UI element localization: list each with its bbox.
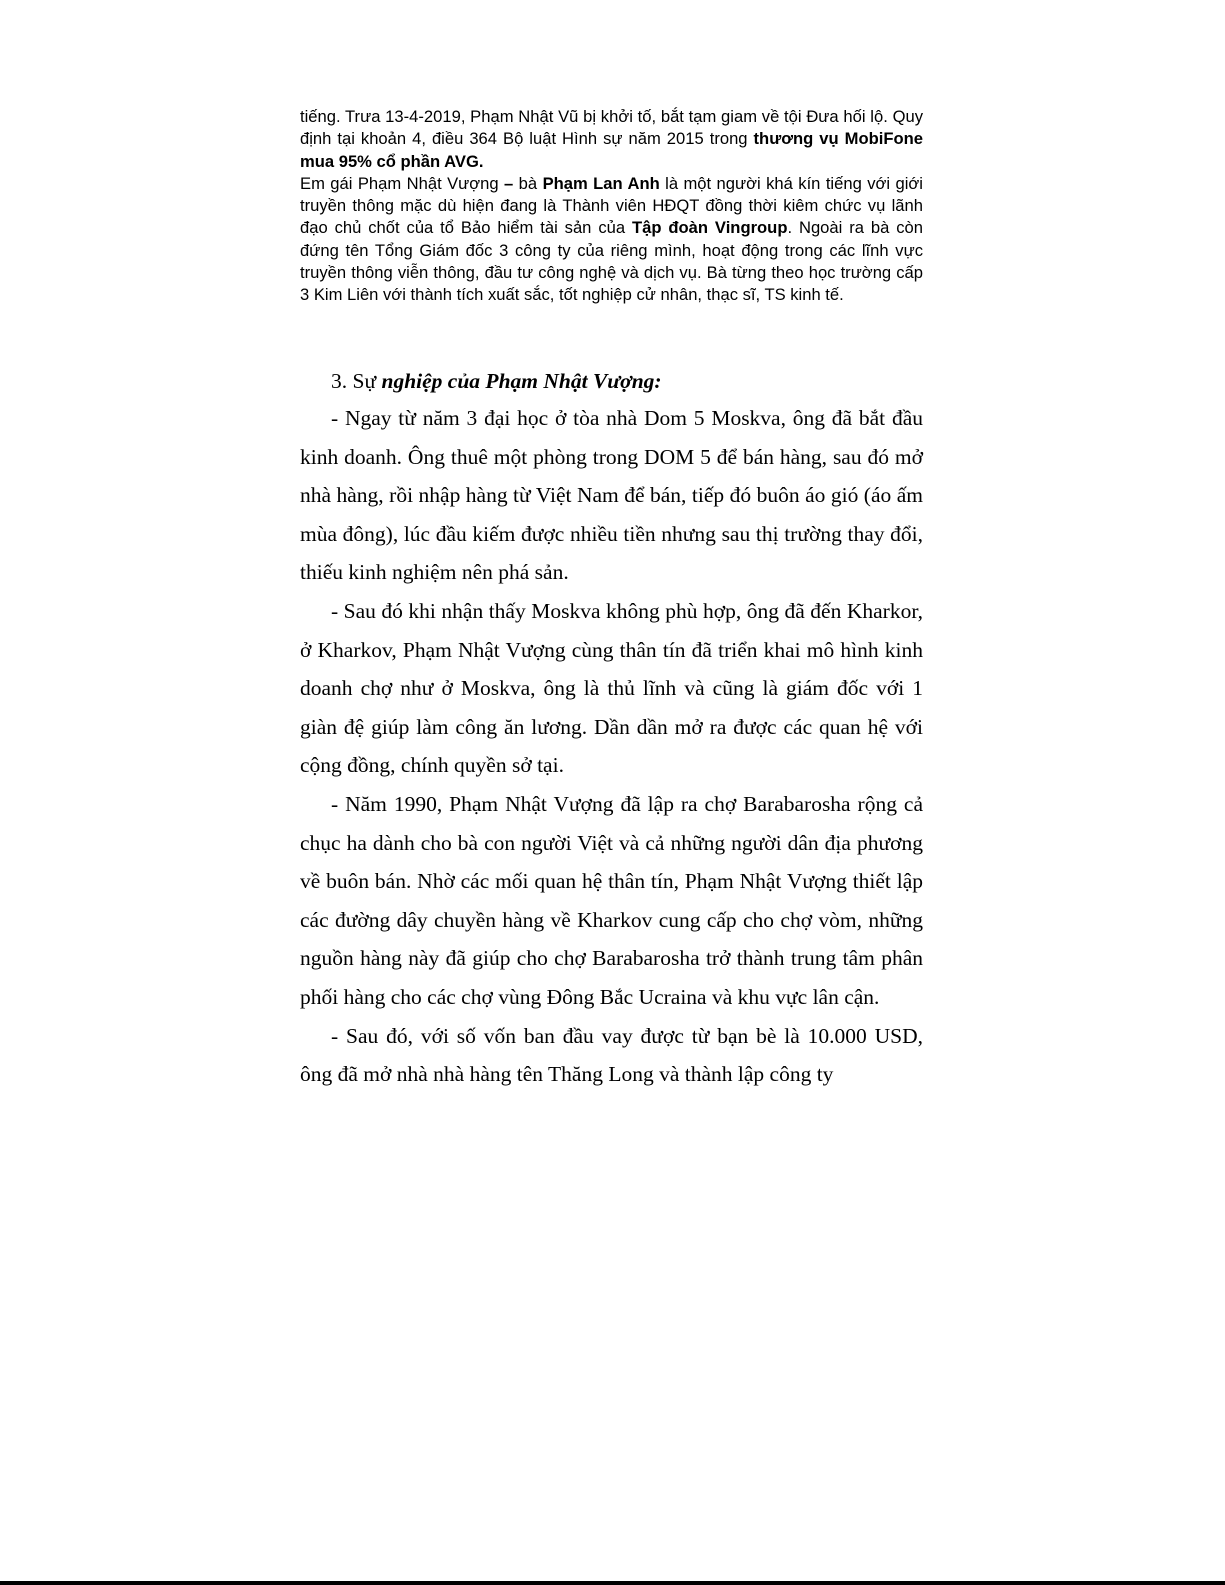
section-heading xyxy=(331,366,931,396)
intro-p2-company: Tập đoàn Vingroup xyxy=(631,218,788,238)
intro-paragraph-1 xyxy=(300,106,923,173)
body-paragraph: - Sau đó, với số vốn ban đầu vay được từ bạn bè là 10.000 USD, ông đã mở nhà nhà hàng tên Thăng Long và thành lập công ty xyxy=(300,1023,923,1087)
section-body xyxy=(300,399,923,1094)
intro-p2-text-e: là một người khá kín tiếng với giới truyền thông mặc dù hiện đang là Thành viên HĐQT đồng thời kiêm chức vụ lãnh đạo chủ chốt của tổ Bảo hiểm tài sản của xyxy=(300,173,923,238)
body-paragraph: - Sau đó khi nhận thấy Moskva không phù hợp, ông đã đến Kharkor, ở Kharkov, Phạm Nhật Vượng cùng thân tín đã triển khai mô hình kinh doanh chợ như ở Moskva, ông là thủ lĩnh và cũng là giám đốc với 1 giàn đệ giúp làm công ăn lương. Dần dần mở ra được các quan hệ với cộng đồng, chính quyền sở tại. xyxy=(300,598,923,778)
intro-paragraph-2 xyxy=(300,173,923,307)
section-heading-title: nghiệp của Phạm Nhật Vượng: xyxy=(381,369,662,393)
intro-p2-text-a: Em gái Phạm Nhật Vượng xyxy=(300,173,505,193)
intro-p1-bold: thương vụ MobiFone mua 95% cổ phần AVG. xyxy=(300,129,923,171)
intro-p2-text-c: bà xyxy=(513,173,543,193)
intro-text-block xyxy=(300,106,923,307)
intro-p2-name: Phạm Lan Anh xyxy=(542,173,660,193)
page-bottom-border xyxy=(0,1581,1225,1585)
section-heading-number: 3. Sự xyxy=(331,369,382,393)
body-paragraph: - Ngay từ năm 3 đại học ở tòa nhà Dom 5 Moskva, ông đã bắt đầu kinh doanh. Ông thuê một phòng trong DOM 5 để bán hàng, sau đó mở nhà hàng, rồi nhập hàng từ Việt Nam để bán, tiếp đó buôn áo gió (áo ấm mùa đông), lúc đầu kiếm được nhiều tiền nhưng sau thị trường thay đổi, thiếu kinh nghiệm nên phá sản. xyxy=(300,406,923,585)
body-paragraph: - Năm 1990, Phạm Nhật Vượng đã lập ra chợ Barabarosha rộng cả chục ha dành cho bà con người Việt và cả những người dân địa phương về buôn bán. Nhờ các mối quan hệ thân tín, Phạm Nhật Vượng thiết lập các đường dây chuyền hàng về Kharkov cung cấp cho chợ vòm, những nguồn hàng này đã giúp cho chợ Barabarosha trở thành trung tâm phân phối hàng cho các chợ vùng Đông Bắc Ucraina và khu vực lân cận. xyxy=(300,791,923,1009)
intro-p1-text: tiếng. Trưa 13-4-2019, Phạm Nhật Vũ bị khởi tố, bắt tạm giam về tội Đưa hối lộ. Quy định tại khoản 4, điều 364 Bộ luật Hình sự năm 2015 trong xyxy=(300,107,923,149)
intro-p2-text-g: . Ngoài ra bà còn đứng tên Tổng Giám đốc 3 công ty của riêng mình, hoạt động trong các lĩnh vực truyền thông viễn thông, đầu tư công nghệ và dịch vụ. Bà từng theo học trường cấp 3 Kim Liên với thành tích xuất sắc, tốt nghiệp cử nhân, thạc sĩ, TS kinh tế. xyxy=(300,218,924,305)
intro-p2-dash: – xyxy=(504,173,514,193)
